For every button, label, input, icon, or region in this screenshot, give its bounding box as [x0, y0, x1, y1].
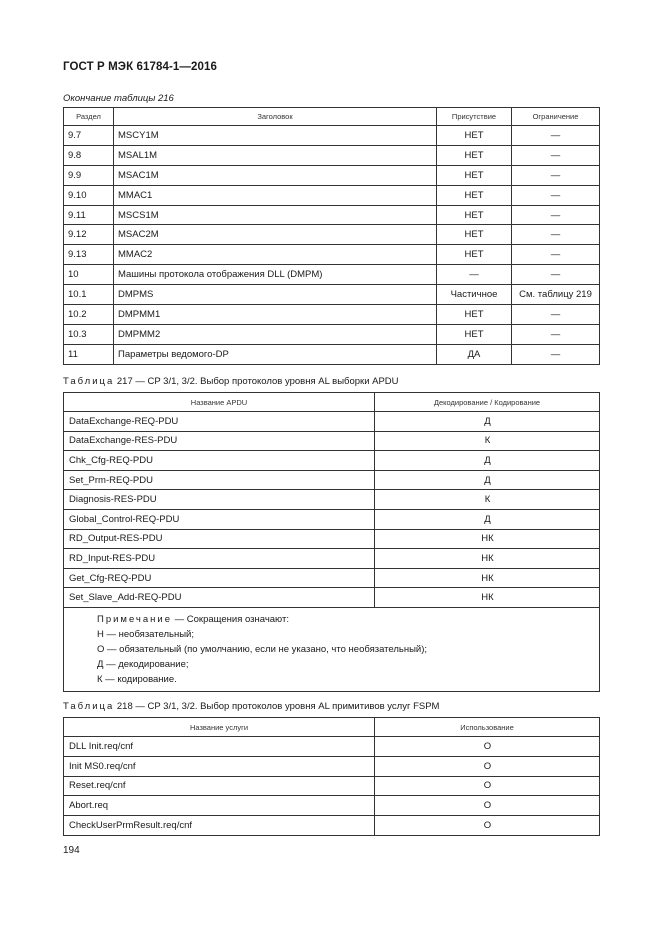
- table-cell: НЕТ: [437, 205, 512, 225]
- column-header: Название APDU: [64, 393, 375, 412]
- table-cell: Get_Cfg-REQ-PDU: [64, 568, 375, 588]
- table-cell: —: [512, 344, 600, 364]
- table-cell: DataExchange-REQ-PDU: [64, 412, 375, 432]
- table-row: [64, 145, 600, 165]
- table-cell: MSAL1M: [114, 145, 437, 165]
- table-cell: DMPMS: [114, 285, 437, 305]
- table-header-row: [64, 393, 600, 412]
- table-cell: К: [375, 490, 600, 510]
- table-row: [64, 265, 600, 285]
- column-header: Заголовок: [114, 108, 437, 126]
- table-cell: DataExchange-RES-PDU: [64, 431, 375, 451]
- table-cell: НК: [375, 588, 600, 608]
- table-row: [64, 470, 600, 490]
- table-row: [64, 776, 600, 796]
- table-cell: 9.12: [64, 225, 114, 245]
- table-cell: О: [375, 816, 600, 836]
- table-cell: 9.8: [64, 145, 114, 165]
- table-cell: Chk_Cfg-REQ-PDU: [64, 451, 375, 471]
- page-number: 194: [63, 845, 80, 856]
- table-cell: RD_Output-RES-PDU: [64, 529, 375, 549]
- note-line: Н — необязательный;: [97, 628, 194, 640]
- table-row: [64, 126, 600, 146]
- table-cell: 9.13: [64, 245, 114, 265]
- table-row: [64, 285, 600, 305]
- table-cell: 10.1: [64, 285, 114, 305]
- table-cell: НК: [375, 549, 600, 569]
- column-header: Присутствие: [437, 108, 512, 126]
- table-cell: НК: [375, 529, 600, 549]
- table-cell: Параметры ведомого-DP: [114, 344, 437, 364]
- table-cell: Set_Slave_Add-REQ-PDU: [64, 588, 375, 608]
- column-header: Использование: [375, 718, 600, 737]
- table-row: [64, 509, 600, 529]
- table-row: [64, 344, 600, 364]
- table-cell: 9.7: [64, 126, 114, 146]
- table-cell: —: [512, 145, 600, 165]
- table-cell: MSAC2M: [114, 225, 437, 245]
- table-row: [64, 305, 600, 325]
- table-cell: Частичное: [437, 285, 512, 305]
- table-cell: MSCS1M: [114, 205, 437, 225]
- table-row: [64, 529, 600, 549]
- table-cell: 9.10: [64, 185, 114, 205]
- caption-text: 218 — CP 3/1, 3/2. Выбор протоколов уровня AL примитивов услуг FSPM: [116, 701, 440, 712]
- table-cell: НЕТ: [437, 126, 512, 146]
- table-217: [63, 392, 600, 692]
- table-header-row: [64, 718, 600, 737]
- column-header: Декодирование / Кодирование: [375, 393, 600, 412]
- table-cell: DLL Init.req/cnf: [64, 737, 375, 757]
- table-cell: Set_Prm-REQ-PDU: [64, 470, 375, 490]
- caption-word: Таблица: [63, 376, 115, 387]
- note-line: Д — декодирование;: [97, 658, 189, 670]
- table-row: [64, 588, 600, 608]
- table-cell: Машины протокола отображения DLL (DMPM): [114, 265, 437, 285]
- table-cell: НЕТ: [437, 225, 512, 245]
- table-cell: См. таблицу 219: [512, 285, 600, 305]
- table-cell: 9.11: [64, 205, 114, 225]
- table-row: [64, 549, 600, 569]
- note-line: О — обязательный (по умолчанию, если не указано, что необязательный);: [97, 643, 428, 655]
- table-cell: НЕТ: [437, 245, 512, 265]
- document-header: ГОСТ Р МЭК 61784-1—2016: [63, 61, 217, 73]
- table-cell: DMPMM2: [114, 324, 437, 344]
- column-header: Ограничение: [512, 108, 600, 126]
- table-cell: Д: [375, 509, 600, 529]
- column-header: Раздел: [64, 108, 114, 126]
- table-cell: MMAC1: [114, 185, 437, 205]
- table-note: [64, 607, 600, 691]
- table-216: [63, 107, 600, 365]
- table-cell: О: [375, 776, 600, 796]
- table-cell: НЕТ: [437, 305, 512, 325]
- table-cell: НЕТ: [437, 185, 512, 205]
- table-row: [64, 185, 600, 205]
- table-cell: НЕТ: [437, 145, 512, 165]
- table-cell: Diagnosis-RES-PDU: [64, 490, 375, 510]
- table-cell: О: [375, 756, 600, 776]
- table-cell: НЕТ: [437, 165, 512, 185]
- table-cell: —: [512, 165, 600, 185]
- note-line: К — кодирование.: [97, 673, 177, 685]
- table-row: [64, 451, 600, 471]
- table-cell: Init MS0.req/cnf: [64, 756, 375, 776]
- table-218: [63, 717, 600, 836]
- table-cell: —: [512, 225, 600, 245]
- column-header: Название услуги: [64, 718, 375, 737]
- note-intro: [97, 612, 566, 627]
- table-217-caption: [63, 376, 399, 387]
- table-cell: 9.9: [64, 165, 114, 185]
- table-cell: —: [512, 305, 600, 325]
- table-row: [64, 490, 600, 510]
- table-cell: Д: [375, 451, 600, 471]
- table-cell: —: [512, 205, 600, 225]
- table-cell: К: [375, 431, 600, 451]
- table-row: [64, 431, 600, 451]
- table-header-row: [64, 108, 600, 126]
- table-cell: Reset.req/cnf: [64, 776, 375, 796]
- table-cell: 11: [64, 344, 114, 364]
- table-row: [64, 737, 600, 757]
- table-row: [64, 165, 600, 185]
- table-cell: —: [512, 245, 600, 265]
- table-cell: RD_Input-RES-PDU: [64, 549, 375, 569]
- table-cell: НК: [375, 568, 600, 588]
- table-row: [64, 245, 600, 265]
- table-cell: —: [437, 265, 512, 285]
- table-cell: НЕТ: [437, 324, 512, 344]
- table-row: [64, 756, 600, 776]
- table-cell: —: [512, 265, 600, 285]
- table-218-caption: [63, 701, 439, 712]
- table-cell: 10.3: [64, 324, 114, 344]
- table-cell: Global_Control-REQ-PDU: [64, 509, 375, 529]
- table-cell: О: [375, 796, 600, 816]
- table-row: [64, 225, 600, 245]
- table-row: [64, 205, 600, 225]
- note-intro-text: — Сокращения означают:: [172, 613, 289, 625]
- table-cell: —: [512, 185, 600, 205]
- table-row: [64, 412, 600, 432]
- table-cell: DMPMM1: [114, 305, 437, 325]
- table-cell: О: [375, 737, 600, 757]
- table-row: [64, 568, 600, 588]
- table-cell: Д: [375, 412, 600, 432]
- note-label: Примечание: [97, 613, 172, 625]
- table-cell: CheckUserPrmResult.req/cnf: [64, 816, 375, 836]
- table-note-row: [64, 607, 600, 691]
- caption-text: 217 — CP 3/1, 3/2. Выбор протоколов уровня AL выборки APDU: [116, 376, 399, 387]
- table-row: [64, 816, 600, 836]
- table-cell: MSCY1M: [114, 126, 437, 146]
- table-cell: 10: [64, 265, 114, 285]
- table-cell: —: [512, 324, 600, 344]
- table-cell: MMAC2: [114, 245, 437, 265]
- table-cell: —: [512, 126, 600, 146]
- table-cell: ДА: [437, 344, 512, 364]
- table-cell: Д: [375, 470, 600, 490]
- caption-word: Таблица: [63, 701, 115, 712]
- table-cell: 10.2: [64, 305, 114, 325]
- table-row: [64, 796, 600, 816]
- table-row: [64, 324, 600, 344]
- table-cell: MSAC1M: [114, 165, 437, 185]
- table-cell: Abort.req: [64, 796, 375, 816]
- table-216-caption: Окончание таблицы 216: [63, 93, 174, 104]
